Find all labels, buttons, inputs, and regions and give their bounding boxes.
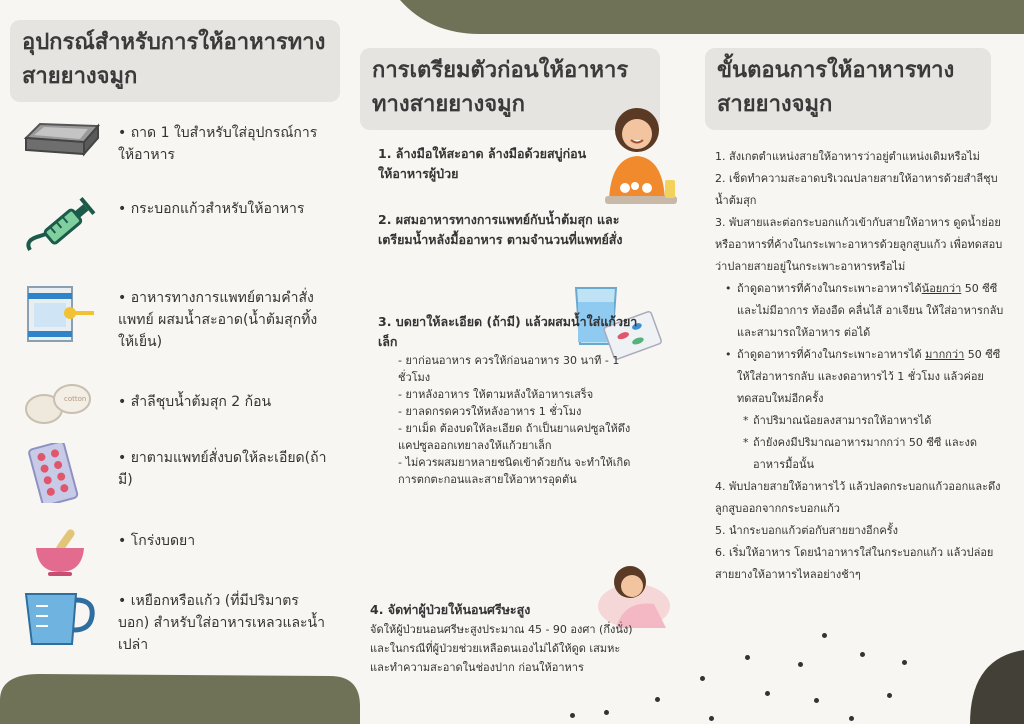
prep-step-3-sub-item: - ยาเม็ด ต้องบดให้ละเอียด ถ้าเป็นยาแคปซูลให้ดึง แคปซูลออกเทยาลงให้แก้วยาเล็ก (398, 422, 631, 452)
cotton-balls-icon (22, 375, 102, 435)
tray-icon (22, 118, 102, 178)
procedure-bullet-text: ถ้าดูดอาหารที่ค้างในกระเพาะอาหารได้ (737, 282, 922, 295)
procedure-step-3: 3. พับสายและต่อกระบอกแก้วเข้ากับสายให้อาหาร ดูดน้ำย่อย หรืออาหารที่ค้างในกระเพาะอาหารด้วยลูกสูบแก้ว เพื่อทดสอบว่าปลายสายอยู่ในกระเพาะอาหารหรือไม่ (715, 216, 1003, 273)
prep-step-3 (378, 312, 638, 488)
decor-dot (700, 676, 705, 681)
equipment-label: • อาหารทางการแพทย์ตามคำสั่งแพทย์ ผสมน้ำสะอาด(น้ำต้มสุกทิ้งให้เย็น) (118, 290, 318, 350)
equipment-label: • สำลีชุบน้ำต้มสุก 2 ก้อน (118, 394, 272, 410)
feeding-procedure (715, 146, 1005, 586)
washing-hands-illustration (595, 100, 685, 210)
equipment-label: • เหยือกหรือแก้ว (ที่มีปริมาตรบอก) สำหรับใส่อาหารเหลวและน้ำเปล่า (118, 593, 325, 653)
equipment-label: • ถาด 1 ใบสำหรับใส่อุปกรณ์การให้อาหาร (118, 125, 318, 163)
decor-dot (570, 713, 575, 718)
decor-dot (860, 652, 865, 657)
prep-step-4 (370, 600, 642, 677)
decor-dot (849, 716, 854, 721)
equipment-item-formula (22, 283, 322, 350)
prep-step-text: 1. ล้างมือให้สะอาด ล้างมือด้วยสบู่ก่อนให้อาหารผู้ป่วย (378, 146, 587, 181)
bottom-right-blob (970, 650, 1024, 724)
equipment-item-medicine (22, 443, 327, 503)
decor-dot (765, 691, 770, 696)
procedure-step-5: 5. นำกระบอกแก้วต่อกับสายยางอีกครั้ง (715, 524, 898, 537)
prep-step-2 (378, 210, 640, 250)
decor-dot (745, 655, 750, 660)
syringe-icon (22, 194, 102, 254)
equipment-label: • ยาตามแพทย์สั่งบดให้ละเอียด(ถ้ามี) (118, 450, 327, 488)
procedure-step-1: 1. สังเกตตำแหน่งสายให้อาหารว่าอยู่ตำแหน่งเดิมหรือไม่ (715, 150, 980, 163)
prep-step-3-sub-item: - ยาก่อนอาหาร ควรให้ก่อนอาหาร 30 นาที - 1 ชั่วโมง (398, 354, 620, 384)
procedure-bullet-text: 50 ซีซี และไม่มีอาการ ท้องอืด คลื่นไส้ อาเจียน ให้ใส่อาหารกลับ และสามารถให้อาหาร ต่อได้ (737, 282, 1004, 339)
procedure-bullet-2 (715, 344, 1005, 410)
equipment-item-cup (22, 586, 325, 653)
procedure-bullet-text: 50 ซีซี ให้ใส่อาหารกลับ และงดอาหารไว้ 1 ชั่วโมง แล้วค่อยทดสอบใหม่อีกครั้ง (737, 348, 1001, 405)
underlined-less-than: น้อยกว่า (921, 282, 962, 295)
procedure-step-2: 2. เช็ดทำความสะอาดบริเวณปลายสายให้อาหารด้วยสำลีชุบน้ำต้มสุก (715, 172, 998, 207)
col1-title: อุปกรณ์สำหรับการให้อาหารทางสายยางจมูก (10, 20, 340, 102)
procedure-step-6: 6. เริ่มให้อาหาร โดยนำอาหารใส่ในกระบอกแก้ว แล้วปล่อยสายยางให้อาหารไหลอย่างช้าๆ (715, 546, 994, 581)
prep-step-4-body: จัดให้ผู้ป่วยนอนศรีษะสูงประมาณ 45 - 90 องศา (กึ่งนั่ง) และในกรณีที่ผู้ป่วยช่วยเหลือตนเองไม่ได้ให้ดูด เสมหะ และทำความสะอาดในช่องปาก ก่อนให้อาหาร (370, 623, 633, 674)
equipment-item-mortar (22, 520, 322, 580)
decor-dot (604, 710, 609, 715)
decor-dot (902, 660, 907, 665)
decor-dot (655, 697, 660, 702)
decor-dot (798, 662, 803, 667)
equipment-label: • โกร่งบดยา (118, 533, 196, 549)
procedure-subnote-1: * ถ้าปริมาณน้อยลงสามารถให้อาหารได้ (715, 410, 1005, 432)
prep-step-text: 3. บดยาให้ละเอียด (ถ้ามี) แล้วผสมน้ำใส่แก้วยาเล็ก (378, 314, 638, 349)
col3-title: ขั้นตอนการให้อาหารทางสายยางจมูก (705, 48, 991, 130)
equipment-label: • กระบอกแก้วสำหรับให้อาหาร (118, 201, 305, 217)
procedure-subnote-2: * ถ้ายังคงมีปริมาณอาหารมากกว่า 50 ซีซี และงดอาหารมื้อนั้น (715, 432, 1005, 476)
pill-blister-icon (22, 443, 102, 503)
bottom-left-blob (0, 670, 360, 724)
equipment-item-cotton (22, 375, 322, 435)
underlined-more-than: มากกว่า (925, 348, 965, 361)
prep-step-3-sub-item: - ยาหลังอาหาร ให้ตามหลังให้อาหารเสร็จ (398, 388, 594, 401)
procedure-step-4: 4. พับปลายสายให้อาหารไว้ แล้วปลดกระบอกแก้วออกและดึงลูกสูบออกจากกระบอกแก้ว (715, 480, 1001, 515)
col2-title: การเตรียมตัวก่อนให้อาหารทางสายยางจมูก (360, 48, 660, 130)
equipment-item-syringe (22, 194, 322, 254)
prep-step-3-sub-item: - ยาลดกรดควรให้หลังอาหาร 1 ชั่วโมง (398, 405, 582, 418)
cotton-label: cotton (64, 395, 87, 403)
prep-step-3-sub-item: - ไม่ควรผสมยาหลายชนิดเข้าด้วยกัน จะทำให้เกิดการตกตะกอนและสายให้อาหารอุดตัน (398, 456, 631, 486)
decor-dot (822, 633, 827, 638)
prep-step-text: 4. จัดท่าผู้ป่วยให้นอนศรีษะสูง (370, 602, 531, 617)
prep-step-text: 2. ผสมอาหารทางการแพทย์กับน้ำต้มสุก และเตรียมน้ำหลังมื้ออาหาร ตามจำนวนที่แพทย์สั่ง (378, 212, 623, 247)
decor-dot (887, 693, 892, 698)
procedure-bullet-text: ถ้าดูดอาหารที่ค้างในกระเพาะอาหารได้ (737, 348, 926, 361)
decor-dot (814, 698, 819, 703)
measuring-cup-icon (22, 586, 102, 646)
mortar-icon (22, 520, 102, 580)
decor-dot (709, 716, 714, 721)
equipment-item-tray (22, 118, 322, 178)
prep-step-1 (378, 144, 598, 184)
procedure-bullet-1 (715, 278, 1005, 344)
formula-can-icon (22, 283, 102, 343)
